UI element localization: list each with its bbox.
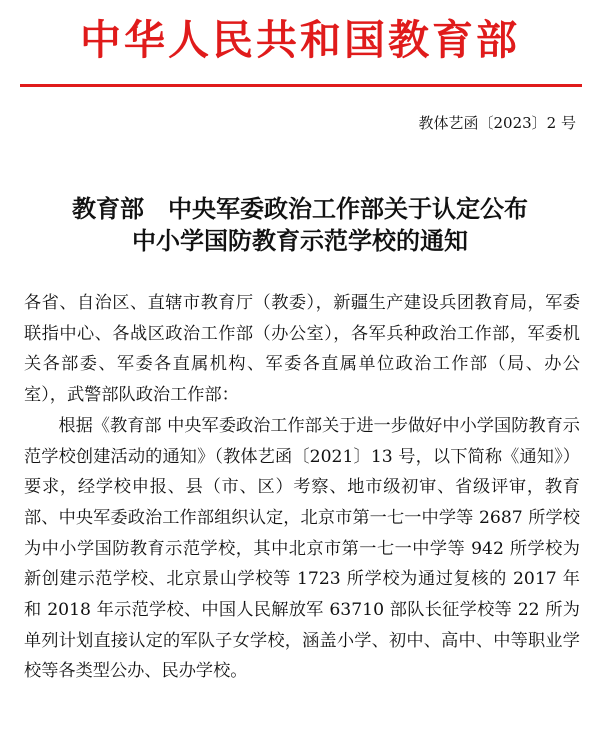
document-number: 教体艺函〔2023〕2 号 (418, 114, 576, 132)
document-title (0, 193, 600, 257)
ministry-letterhead: 中华人民共和国教育部 (80, 16, 520, 64)
body-paragraph: 根据《教育部 中央军委政治工作部关于进一步做好中小学国防教育示范学校创建活动的通知》（教体艺函〔2021〕13 号，以下简称《通知》）要求，经学校申报、县（市、区）考察、地市级初审、省级评审，教育部、中央军委政治工作部组织认定，北京市第一七一中学等 2687 所学校为中小学国防教育示范学校，其中北京市第一七一中学等 942 所学校为新创建示范学校、北京景山学校等 1723 所学校为通过复核的 2017 年和 2018 年示范学校、中国人民解放军 63710 部队长征学校等 22 所为单列计划直接认定的军队子女学校，涵盖小学、初中、高中、中等职业学校等各类型公办、民办学校。 (24, 415, 580, 682)
letterhead-divider (20, 84, 582, 87)
document-body (24, 288, 580, 687)
title-line-1: 教育部 中央军委政治工作部关于认定公布 (72, 194, 528, 223)
addressees-paragraph: 各省、自治区、直辖市教育厅（教委），新疆生产建设兵团教育局，军委联指中心、各战区政治工作部（办公室），各军兵种政治工作部，军委机关各部委、军委各直属机构、军委各直属单位政治工作部（局、办公室），武警部队政治工作部： (24, 293, 580, 406)
title-line-2: 中小学国防教育示范学校的通知 (132, 226, 468, 255)
